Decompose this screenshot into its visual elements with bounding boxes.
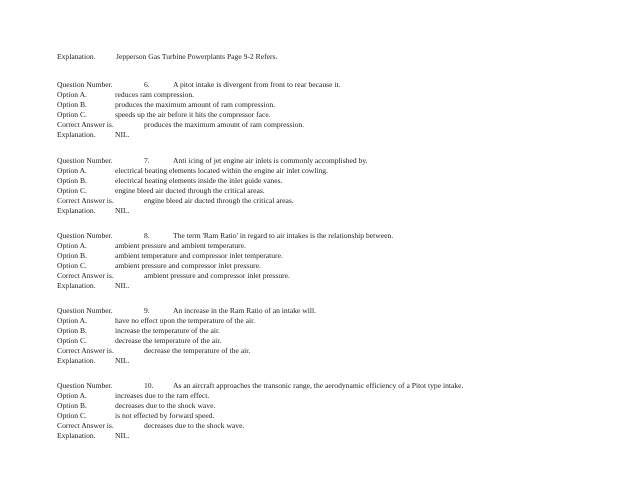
option-b-label: Option B. bbox=[57, 176, 87, 185]
question-text: A pitot intake is divergent from front to rear because it. bbox=[173, 80, 341, 89]
option-a-text: have no effect upon the temperature of the air. bbox=[115, 316, 256, 325]
explanation-label: Explanation. bbox=[57, 52, 96, 61]
question-number-label: Question Number. bbox=[57, 381, 113, 390]
correct-answer-label: Correct Answer is. bbox=[57, 120, 114, 129]
correct-answer-label: Correct Answer is. bbox=[57, 346, 114, 355]
option-a-text: increases due to the ram effect. bbox=[115, 391, 210, 400]
explanation-text: Jepperson Gas Turbine Powerplants Page 9-2 Refers. bbox=[116, 52, 278, 61]
option-a-label: Option A. bbox=[57, 391, 87, 400]
explanation-label: Explanation. bbox=[57, 431, 96, 440]
question-number-label: Question Number. bbox=[57, 156, 113, 165]
question-number: 10. bbox=[144, 381, 154, 390]
question-number: 8. bbox=[144, 231, 150, 240]
option-b-label: Option B. bbox=[57, 326, 87, 335]
question-text: As an aircraft approaches the transonic range, the aerodynamic efficiency of a Pitot type intake. bbox=[173, 381, 464, 390]
explanation-text: NIL. bbox=[115, 281, 130, 290]
option-c-text: engine bleed air ducted through the critical areas. bbox=[115, 186, 265, 195]
question-text: Anti icing of jet engine air inlets is commonly accomplished by. bbox=[173, 156, 368, 165]
question-number-label: Question Number. bbox=[57, 306, 113, 315]
correct-answer-text: produces the maximum amount of ram compression. bbox=[144, 120, 305, 129]
explanation-text: NIL. bbox=[115, 206, 130, 215]
option-c-label: Option C. bbox=[57, 261, 87, 270]
option-a-label: Option A. bbox=[57, 166, 87, 175]
correct-answer-label: Correct Answer is. bbox=[57, 271, 114, 280]
correct-answer-text: ambient pressure and compressor inlet pressure. bbox=[144, 271, 290, 280]
option-c-label: Option C. bbox=[57, 186, 87, 195]
option-b-label: Option B. bbox=[57, 251, 87, 260]
explanation-text: NIL. bbox=[115, 130, 130, 139]
explanation-text: NIL. bbox=[115, 356, 130, 365]
question-number-label: Question Number. bbox=[57, 80, 113, 89]
option-a-label: Option A. bbox=[57, 241, 87, 250]
question-text: An increase in the Ram Ratio of an intake will. bbox=[173, 306, 316, 315]
question-number: 7. bbox=[144, 156, 150, 165]
correct-answer-text: decrease the temperature of the air. bbox=[144, 346, 251, 355]
explanation-label: Explanation. bbox=[57, 281, 96, 290]
question-text: The term 'Ram Ratio' in regard to air intakes is the relationship between. bbox=[173, 231, 394, 240]
option-a-text: electrical heating elements located within the engine air inlet cowling. bbox=[115, 166, 328, 175]
option-b-label: Option B. bbox=[57, 401, 87, 410]
option-b-text: increase the temperature of the air. bbox=[115, 326, 220, 335]
option-c-text: speeds up the air before it hits the compressor face. bbox=[115, 110, 271, 119]
correct-answer-text: decreases due to the shock wave. bbox=[144, 421, 245, 430]
correct-answer-text: engine bleed air ducted through the critical areas. bbox=[144, 196, 294, 205]
question-number: 6. bbox=[144, 80, 150, 89]
option-c-label: Option C. bbox=[57, 110, 87, 119]
explanation-text: NIL. bbox=[115, 431, 130, 440]
option-c-text: decrease the temperature of the air. bbox=[115, 336, 222, 345]
option-a-text: ambient pressure and ambient temperature. bbox=[115, 241, 246, 250]
option-a-text: reduces ram compression. bbox=[115, 90, 195, 99]
option-c-text: is not effected by forward speed. bbox=[115, 411, 215, 420]
option-c-label: Option C. bbox=[57, 336, 87, 345]
option-a-label: Option A. bbox=[57, 316, 87, 325]
option-b-text: decreases due to the shock wave. bbox=[115, 401, 216, 410]
question-number-label: Question Number. bbox=[57, 231, 113, 240]
option-b-text: ambient temperature and compressor inlet temperature. bbox=[115, 251, 283, 260]
option-c-text: ambient pressure and compressor inlet pressure. bbox=[115, 261, 261, 270]
option-a-label: Option A. bbox=[57, 90, 87, 99]
correct-answer-label: Correct Answer is. bbox=[57, 196, 114, 205]
option-c-label: Option C. bbox=[57, 411, 87, 420]
question-number: 9. bbox=[144, 306, 150, 315]
explanation-label: Explanation. bbox=[57, 130, 96, 139]
option-b-label: Option B. bbox=[57, 100, 87, 109]
option-b-text: produces the maximum amount of ram compression. bbox=[115, 100, 276, 109]
option-b-text: electrical heating elements inside the inlet guide vanes. bbox=[115, 176, 283, 185]
explanation-label: Explanation. bbox=[57, 206, 96, 215]
correct-answer-label: Correct Answer is. bbox=[57, 421, 114, 430]
explanation-label: Explanation. bbox=[57, 356, 96, 365]
